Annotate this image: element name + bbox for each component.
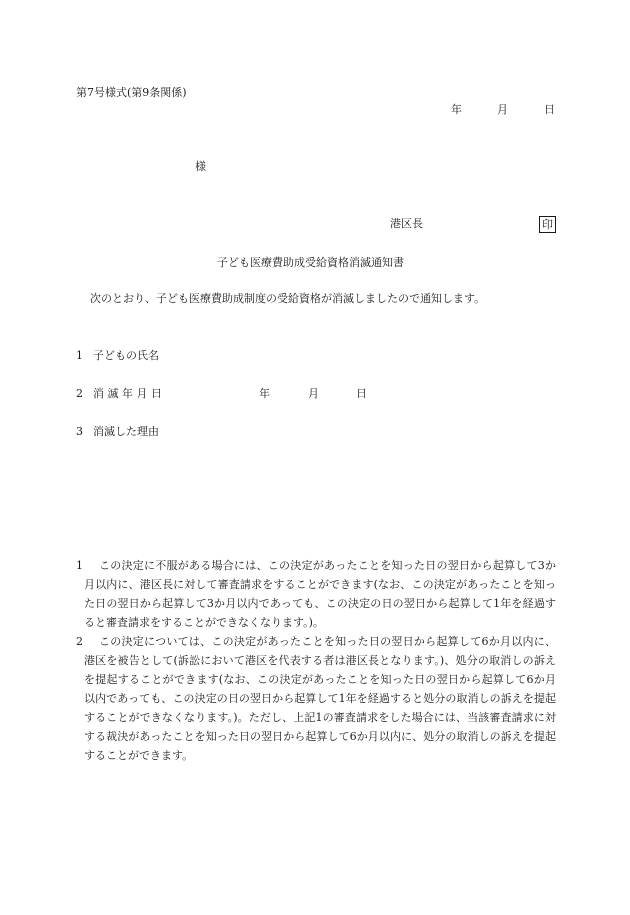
date-year: 年 (451, 103, 462, 116)
date-day: 日 (544, 103, 555, 116)
date-month: 月 (497, 103, 508, 116)
item-3-label: 消滅した理由 (93, 425, 159, 438)
item-2-day: 日 (356, 387, 367, 400)
item-2-label: 消 滅 年 月 日 (93, 387, 162, 400)
note-2-text: この決定については、この決定があったことを知った日の翌日から起算して6か月以内に、港区を被告として(訴訟において港区を代表する者は港区長となります。)、処分の取消しの訴えを提起することができます(なお、この決定があったことを知った日の翌日から起算して6か月以内であっても、この決定の日の翌日から起算して1年を経過すると処分の取消しの訴えを提起することができなくなります。)。ただし、上記1の審査請求をした場合には、当該審査請求に対する裁決があったことを知った日の翌日から起算して6か月以内に、処分の取消しの訴えを提起することができます。 (84, 635, 556, 762)
form-number: 第7号様式(第9条関係) (76, 86, 187, 99)
note-1 (76, 556, 556, 632)
item-1-number: 1 (76, 349, 83, 362)
appeal-notes (76, 556, 556, 765)
item-2-month: 月 (308, 387, 319, 400)
addressee-suffix: 様 (195, 160, 206, 173)
document-title: 子ども医療費助成受給資格消滅通知書 (217, 256, 404, 269)
note-2 (76, 632, 556, 765)
item-2-number: 2 (76, 387, 83, 400)
item-3-number: 3 (76, 425, 83, 438)
item-1-label: 子どもの氏名 (93, 349, 159, 362)
note-1-text: この決定に不服がある場合には、この決定があったことを知った日の翌日から起算して3か月以内に、港区長に対して審査請求をすることができます(なお、この決定があったことを知った日の翌日から起算して3か月以内であっても、この決定の日の翌日から起算して1年を経過すると審査請求をすることができなくなります。)。 (84, 559, 556, 629)
intro-text: 次のとおり、子ども医療費助成制度の受給資格が消滅しましたので通知します。 (90, 292, 486, 305)
issuer-title: 港区長 (390, 217, 423, 230)
seal-mark: 印 (539, 216, 556, 233)
note-2-number: 2 (76, 635, 83, 648)
item-2-year: 年 (259, 387, 270, 400)
note-1-number: 1 (76, 559, 83, 572)
